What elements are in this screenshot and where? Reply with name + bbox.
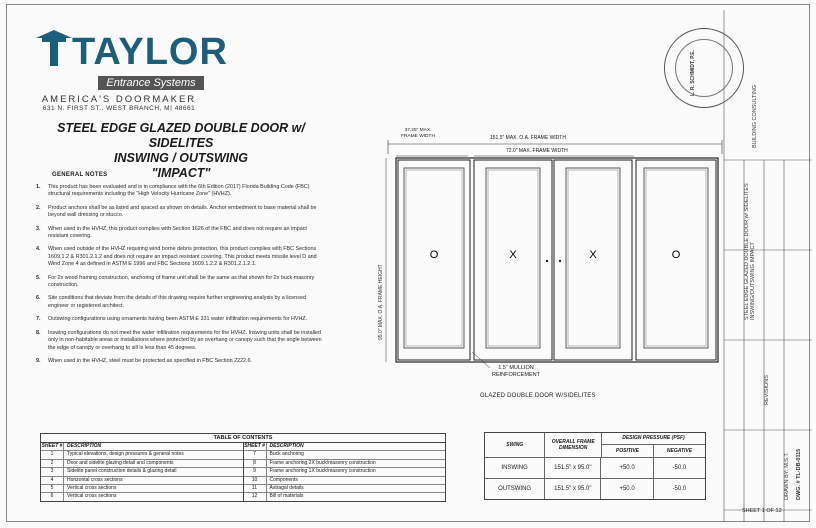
pressure-header-design (602, 433, 705, 457)
note-number: 6. (36, 295, 41, 302)
toc-header-sheet: SHEET # (244, 443, 265, 449)
title-line-2: INSWING / OUTSWING (113, 151, 249, 165)
toc-desc: Door and sidelite glazing detail and components (67, 459, 174, 466)
note-item (36, 295, 322, 310)
pressure-negative: -50.0 (672, 465, 687, 471)
note-item (36, 205, 322, 220)
door-elevation-drawing (388, 140, 722, 372)
toc-body (41, 443, 445, 501)
toc-sheet: 11 (244, 485, 267, 492)
pressure-header-swing: SWING (485, 433, 545, 457)
logo-brand-text: TAYLOR (72, 31, 228, 73)
title-line-1: STEEL EDGE GLAZED DOUBLE DOOR w/ SIDELITES (57, 121, 305, 150)
toc-sheet: 5 (41, 485, 64, 492)
note-item (36, 358, 322, 365)
toc-desc: Typical elevations, design pressures & general notes (67, 451, 184, 458)
overall-height-dimension: 95.0" MAX. O.A. FRAME HEIGHT (378, 264, 384, 340)
toc-sheet: 4 (41, 477, 64, 484)
note-text: Site conditions that deviate from the details of this drawing require further engineering analysis by a licensed engineer or registered architect. (48, 295, 306, 309)
firm-name: BUILDING CONSULTING (752, 84, 758, 148)
toc-sheet: 12 (244, 493, 267, 500)
toc-desc: Components (269, 476, 298, 483)
toc-column-right (243, 443, 446, 501)
drawing-number: DWG. # TL-DB-0115 (796, 448, 802, 500)
pressure-header-design-label: DESIGN PRESSURE (PSF) (602, 433, 705, 445)
title-block-strips (720, 10, 812, 522)
note-text: Inswing configurations do not meet the water infiltration requirements for the HVHZ. Inswing units shall be installed only in non-habitable areas or installations where protected by an overhang or canopy such that the angle between the edge of canopy or overhang to sill is less than 45 degrees. (48, 329, 322, 351)
toc-sheet: 10 (244, 477, 267, 484)
toc-row (244, 493, 446, 500)
panel-label: O (429, 249, 439, 261)
logo-subbrand: Entrance Systems (98, 76, 204, 90)
toc-row (41, 451, 243, 459)
toc-sheet: 2 (41, 460, 64, 467)
revisions-label: REVISIONS (764, 375, 770, 405)
logo-wordmark-icon (34, 28, 228, 73)
toc-header-sheet: SHEET # (41, 443, 63, 449)
toc-desc: Frame anchoring 1X buck/masonry construction (269, 468, 376, 475)
toc-row (244, 460, 446, 468)
pressure-header-negative: NEGATIVE (666, 448, 693, 454)
toc-header-desc: DESCRIPTION (67, 443, 102, 449)
toc-desc: Vertical cross sections (67, 493, 117, 500)
drawing-caption: GLAZED DOUBLE DOOR W/SIDELITES (480, 393, 596, 399)
pressure-swing: INSWING (485, 458, 545, 478)
table-of-contents (40, 433, 446, 502)
note-item (36, 330, 322, 352)
note-number: 5. (36, 274, 41, 281)
note-number: 9. (36, 357, 41, 364)
drawn-by: DRAWN BY: M.S.T. (784, 452, 790, 500)
toc-row (244, 451, 446, 459)
note-item (36, 316, 322, 323)
note-item (36, 275, 322, 290)
door-width-dimension: 72.0" MAX. FRAME WIDTH (506, 148, 568, 154)
pressure-header-subrow (602, 445, 705, 457)
toc-row (41, 477, 243, 485)
note-item (36, 246, 322, 268)
toc-row (244, 468, 446, 476)
note-number: 7. (36, 316, 41, 323)
toc-desc: Bill of materials (269, 493, 304, 500)
pressure-swing: OUTSWING (485, 479, 545, 499)
toc-desc: Sidelite panel construction details & glazing detail (67, 468, 177, 475)
note-text: For 2x wood framing construction, anchoring of frame unit shall be the same as that shown for 2x buck masonry construction. (48, 274, 315, 289)
note-number: 4. (36, 246, 41, 253)
design-pressure-table (484, 432, 706, 500)
note-text: When used outside of the HVHZ requiring wind borne debris protection, this product complies with FBC Sections 1609.1.2 & R301.2.1.2 and does not require an impact resistant covering. This product meets missile level D and Wind Zone 4 as defined in ASTM E 1996 and FBC Sections 1609.1.2.2 & R301.2.1.2.1. (48, 246, 317, 268)
sidelite-width-dimension: 37.25" MAX. FRAME WIDTH (401, 128, 435, 139)
toc-header-row (244, 443, 446, 451)
toc-row (41, 485, 243, 493)
taylor-logo (34, 28, 228, 112)
toc-sheet: 3 (41, 468, 64, 475)
toc-sheet: 8 (244, 460, 267, 467)
overall-width-dimension: 151.5" MAX. O.A. FRAME WIDTH (490, 135, 566, 141)
note-number: 2. (36, 204, 41, 211)
note-number: 1. (36, 184, 41, 190)
mullion-note: 1.5" MULLION REINFORCEMENT (492, 365, 540, 378)
pressure-negative: -50.0 (672, 486, 687, 492)
pressure-positive: +50.0 (601, 479, 653, 499)
toc-desc: Astragal details (269, 484, 304, 491)
toc-desc: Vertical cross sections (67, 484, 117, 491)
engineer-name: L. R. SCHMIDT, P.E. (690, 49, 696, 96)
general-notes-heading: GENERAL NOTES (52, 172, 108, 178)
title-line-3: "IMPACT" (151, 166, 211, 180)
toc-row (41, 468, 243, 476)
note-item (36, 184, 322, 199)
toc-sheet: 1 (41, 451, 64, 458)
toc-desc: Frame anchoring 2X buck/masonry construction (269, 459, 376, 466)
pressure-positive: +50.0 (601, 458, 653, 478)
panel-label: X (509, 249, 517, 261)
toc-row (41, 493, 243, 500)
toc-sheet: 6 (41, 493, 64, 500)
toc-desc: Buck anchoring (269, 451, 304, 458)
sheet-number: SHEET 1 OF 12 (742, 508, 782, 514)
toc-row (244, 485, 446, 493)
note-text: When used in the HVHZ, this product complies with Section 1626 of the FBC and does not require an impact resistant covering. (48, 225, 307, 240)
note-number: 8. (36, 329, 41, 336)
pressure-row-inswing (485, 458, 705, 479)
note-text: Product anchors shall be as listed and spaced as shown on details. Anchor embedment to base material shall be beyond wall dressing or stucco. (48, 204, 317, 219)
toc-header-row (41, 443, 243, 451)
pressure-dimension: 151.5" x 95.0" (545, 458, 601, 478)
pressure-header-positive: POSITIVE (602, 445, 654, 457)
toc-title: TABLE OF CONTENTS (41, 434, 445, 443)
note-text: Outswing configurations using ornaments having been ASTM E 331 water infiltration requirements for HVHZ. (48, 316, 308, 323)
note-number: 3. (36, 225, 41, 232)
logo-address: 631 N. FIRST ST., WEST BRANCH, MI 48661 (42, 105, 196, 112)
toc-row (244, 477, 446, 485)
logo-tagline: AMERICA'S DOORMAKER (41, 94, 197, 105)
note-text: This product has been evaluated and is in compliance with the 6th Edition (2017) Florida Building Code (FBC) structural requirements including the "High Velocity Hurricane Zone" (HVHZ). (48, 184, 310, 198)
panel-label: O (671, 249, 681, 261)
general-notes-list (36, 184, 322, 371)
toc-header-desc: DESCRIPTION (269, 443, 304, 449)
note-text: When used in the HVHZ, steel must be protected as specified in FBC Section 2222.6. (48, 357, 253, 364)
pressure-row-outswing (485, 479, 705, 499)
toc-sheet: 7 (244, 451, 267, 458)
toc-column-left (41, 443, 243, 501)
toc-desc: Horizontal cross sections (67, 476, 123, 483)
toc-row (41, 460, 243, 468)
pressure-header-dimension: OVERALL FRAME DIMENSION (545, 433, 601, 457)
logo-brand (34, 28, 228, 75)
pressure-dimension: 151.5" x 95.0" (545, 479, 601, 499)
panel-label: X (589, 249, 597, 261)
toc-sheet: 9 (244, 468, 267, 475)
title-block-drawing-title: STEEL EDGE GLAZED DOUBLE DOOR w/ SIDELITES INSWING/OUTSWING IMPACT (744, 183, 756, 320)
pressure-header-row (485, 433, 705, 458)
note-item (36, 226, 322, 241)
